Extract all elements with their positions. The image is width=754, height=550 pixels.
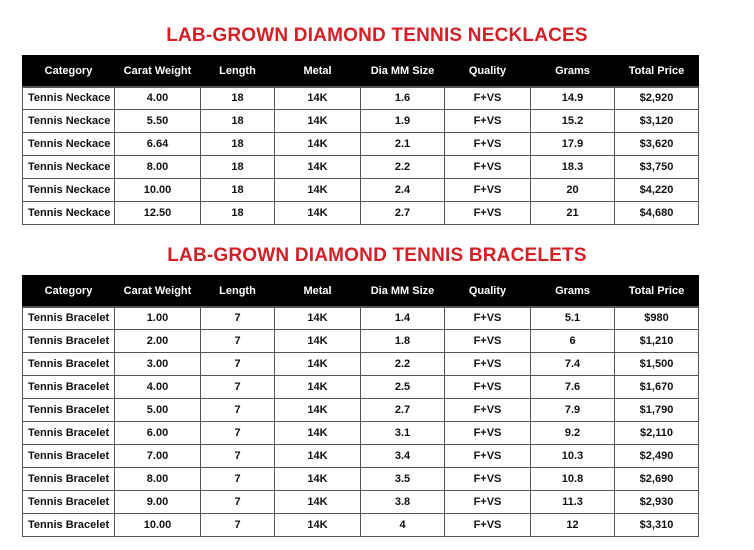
cell-grams: 7.4 (531, 353, 615, 376)
cell-metal: 14K (275, 307, 361, 330)
cell-dia-mm-size: 3.1 (361, 422, 445, 445)
table-row (23, 156, 699, 179)
cell-metal: 14K (275, 133, 361, 156)
column-header-dia-mm-size: Dia MM Size (361, 56, 445, 87)
cell-quality: F+VS (445, 399, 531, 422)
cell-total-price: $2,930 (615, 491, 699, 514)
cell-quality: F+VS (445, 491, 531, 514)
cell-total-price: $1,500 (615, 353, 699, 376)
cell-category: Tennis Neckace (23, 87, 115, 110)
cell-carat-weight: 8.00 (115, 156, 201, 179)
necklaces-section-title: LAB-GROWN DIAMOND TENNIS NECKLACES (166, 25, 588, 46)
cell-metal: 14K (275, 468, 361, 491)
cell-total-price: $3,120 (615, 110, 699, 133)
cell-category: Tennis Neckace (23, 156, 115, 179)
cell-dia-mm-size: 2.7 (361, 202, 445, 225)
cell-dia-mm-size: 1.9 (361, 110, 445, 133)
cell-carat-weight: 5.00 (115, 399, 201, 422)
cell-metal: 14K (275, 514, 361, 537)
cell-quality: F+VS (445, 330, 531, 353)
cell-dia-mm-size: 3.4 (361, 445, 445, 468)
cell-length: 7 (201, 491, 275, 514)
cell-carat-weight: 6.64 (115, 133, 201, 156)
cell-category: Tennis Bracelet (23, 399, 115, 422)
cell-carat-weight: 10.00 (115, 514, 201, 537)
cell-carat-weight: 4.00 (115, 87, 201, 110)
cell-total-price: $1,210 (615, 330, 699, 353)
cell-dia-mm-size: 2.1 (361, 133, 445, 156)
cell-length: 7 (201, 353, 275, 376)
cell-quality: F+VS (445, 376, 531, 399)
column-header-dia-mm-size: Dia MM Size (361, 276, 445, 307)
column-header-grams: Grams (531, 276, 615, 307)
cell-quality: F+VS (445, 422, 531, 445)
cell-grams: 9.2 (531, 422, 615, 445)
cell-metal: 14K (275, 353, 361, 376)
cell-category: Tennis Bracelet (23, 353, 115, 376)
cell-length: 7 (201, 307, 275, 330)
column-header-metal: Metal (275, 56, 361, 87)
cell-length: 7 (201, 422, 275, 445)
cell-total-price: $2,920 (615, 87, 699, 110)
cell-grams: 18.3 (531, 156, 615, 179)
cell-dia-mm-size: 2.4 (361, 179, 445, 202)
column-header-total-price: Total Price (615, 56, 699, 87)
cell-category: Tennis Bracelet (23, 514, 115, 537)
cell-dia-mm-size: 1.4 (361, 307, 445, 330)
cell-quality: F+VS (445, 307, 531, 330)
cell-length: 18 (201, 87, 275, 110)
cell-grams: 20 (531, 179, 615, 202)
cell-category: Tennis Bracelet (23, 422, 115, 445)
cell-length: 18 (201, 110, 275, 133)
cell-grams: 7.6 (531, 376, 615, 399)
cell-dia-mm-size: 1.8 (361, 330, 445, 353)
cell-quality: F+VS (445, 353, 531, 376)
cell-dia-mm-size: 3.8 (361, 491, 445, 514)
cell-length: 7 (201, 514, 275, 537)
bracelets-section-title: LAB-GROWN DIAMOND TENNIS BRACELETS (167, 245, 587, 266)
cell-dia-mm-size: 4 (361, 514, 445, 537)
cell-length: 7 (201, 468, 275, 491)
cell-grams: 7.9 (531, 399, 615, 422)
cell-quality: F+VS (445, 468, 531, 491)
column-header-carat-weight: Carat Weight (115, 276, 201, 307)
table-row (23, 514, 699, 537)
cell-quality: F+VS (445, 156, 531, 179)
cell-metal: 14K (275, 179, 361, 202)
column-header-category: Category (23, 56, 115, 87)
cell-metal: 14K (275, 376, 361, 399)
cell-length: 7 (201, 399, 275, 422)
cell-length: 18 (201, 156, 275, 179)
table-row (23, 87, 699, 110)
cell-length: 18 (201, 179, 275, 202)
cell-carat-weight: 10.00 (115, 179, 201, 202)
cell-dia-mm-size: 2.2 (361, 156, 445, 179)
table-row (23, 179, 699, 202)
cell-carat-weight: 4.00 (115, 376, 201, 399)
cell-metal: 14K (275, 156, 361, 179)
column-header-length: Length (201, 56, 275, 87)
cell-category: Tennis Bracelet (23, 376, 115, 399)
cell-total-price: $1,670 (615, 376, 699, 399)
cell-carat-weight: 9.00 (115, 491, 201, 514)
cell-total-price: $2,110 (615, 422, 699, 445)
cell-length: 18 (201, 133, 275, 156)
cell-dia-mm-size: 2.7 (361, 399, 445, 422)
table-row (23, 330, 699, 353)
cell-metal: 14K (275, 330, 361, 353)
cell-length: 7 (201, 376, 275, 399)
cell-length: 7 (201, 445, 275, 468)
cell-grams: 10.8 (531, 468, 615, 491)
table-row (23, 133, 699, 156)
cell-grams: 21 (531, 202, 615, 225)
cell-total-price: $1,790 (615, 399, 699, 422)
table-row (23, 468, 699, 491)
cell-metal: 14K (275, 491, 361, 514)
cell-carat-weight: 2.00 (115, 330, 201, 353)
table-header-row (23, 56, 699, 87)
column-header-total-price: Total Price (615, 276, 699, 307)
cell-category: Tennis Neckace (23, 179, 115, 202)
cell-category: Tennis Neckace (23, 110, 115, 133)
cell-quality: F+VS (445, 87, 531, 110)
cell-metal: 14K (275, 422, 361, 445)
cell-dia-mm-size: 2.2 (361, 353, 445, 376)
cell-carat-weight: 1.00 (115, 307, 201, 330)
table-row (23, 445, 699, 468)
table-row (23, 399, 699, 422)
cell-category: Tennis Neckace (23, 133, 115, 156)
cell-grams: 15.2 (531, 110, 615, 133)
table-row (23, 202, 699, 225)
cell-category: Tennis Bracelet (23, 330, 115, 353)
cell-dia-mm-size: 1.6 (361, 87, 445, 110)
column-header-quality: Quality (445, 276, 531, 307)
cell-quality: F+VS (445, 445, 531, 468)
cell-total-price: $3,750 (615, 156, 699, 179)
table-row (23, 376, 699, 399)
cell-category: Tennis Bracelet (23, 445, 115, 468)
cell-quality: F+VS (445, 133, 531, 156)
cell-grams: 6 (531, 330, 615, 353)
cell-metal: 14K (275, 445, 361, 468)
table-header-row (23, 276, 699, 307)
table-row (23, 110, 699, 133)
cell-metal: 14K (275, 110, 361, 133)
cell-carat-weight: 5.50 (115, 110, 201, 133)
cell-quality: F+VS (445, 202, 531, 225)
cell-quality: F+VS (445, 110, 531, 133)
cell-metal: 14K (275, 202, 361, 225)
cell-carat-weight: 3.00 (115, 353, 201, 376)
cell-grams: 14.9 (531, 87, 615, 110)
column-header-carat-weight: Carat Weight (115, 56, 201, 87)
cell-total-price: $3,310 (615, 514, 699, 537)
cell-quality: F+VS (445, 179, 531, 202)
column-header-quality: Quality (445, 56, 531, 87)
table-row (23, 491, 699, 514)
table-row (23, 422, 699, 445)
cell-metal: 14K (275, 87, 361, 110)
cell-total-price: $4,220 (615, 179, 699, 202)
cell-grams: 17.9 (531, 133, 615, 156)
cell-total-price: $3,620 (615, 133, 699, 156)
necklaces-price-table (22, 55, 699, 225)
cell-total-price: $4,680 (615, 202, 699, 225)
cell-grams: 5.1 (531, 307, 615, 330)
table-row (23, 353, 699, 376)
cell-total-price: $980 (615, 307, 699, 330)
cell-category: Tennis Bracelet (23, 491, 115, 514)
cell-total-price: $2,490 (615, 445, 699, 468)
cell-total-price: $2,690 (615, 468, 699, 491)
cell-metal: 14K (275, 399, 361, 422)
cell-category: Tennis Neckace (23, 202, 115, 225)
cell-carat-weight: 12.50 (115, 202, 201, 225)
cell-length: 18 (201, 202, 275, 225)
column-header-metal: Metal (275, 276, 361, 307)
cell-carat-weight: 6.00 (115, 422, 201, 445)
cell-category: Tennis Bracelet (23, 468, 115, 491)
cell-dia-mm-size: 3.5 (361, 468, 445, 491)
column-header-category: Category (23, 276, 115, 307)
cell-carat-weight: 7.00 (115, 445, 201, 468)
cell-grams: 10.3 (531, 445, 615, 468)
cell-dia-mm-size: 2.5 (361, 376, 445, 399)
cell-grams: 12 (531, 514, 615, 537)
cell-quality: F+VS (445, 514, 531, 537)
column-header-grams: Grams (531, 56, 615, 87)
table-row (23, 307, 699, 330)
cell-category: Tennis Bracelet (23, 307, 115, 330)
cell-grams: 11.3 (531, 491, 615, 514)
bracelets-price-table (22, 275, 699, 537)
cell-length: 7 (201, 330, 275, 353)
cell-carat-weight: 8.00 (115, 468, 201, 491)
column-header-length: Length (201, 276, 275, 307)
